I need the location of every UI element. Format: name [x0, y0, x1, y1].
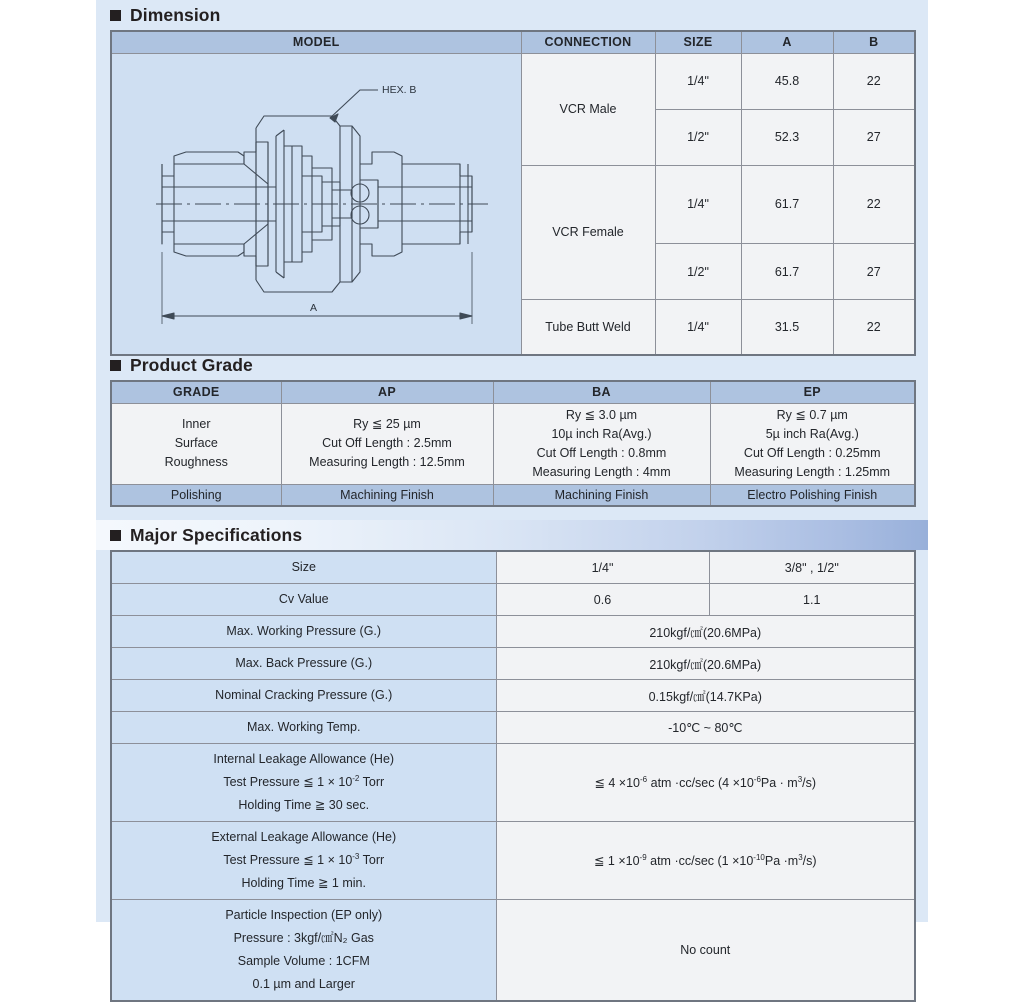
value-lead: ≦ 4 ×10	[594, 776, 641, 790]
cell-size: 1/4ʺ	[655, 300, 741, 355]
col-size: SIZE	[655, 31, 741, 53]
col-model: MODEL	[111, 31, 521, 53]
spec-cv-value-2: 1.1	[709, 584, 915, 616]
cell-finish-ep: Electro Polishing Finish	[710, 484, 915, 506]
cell-ep-spec	[710, 403, 915, 484]
col-a: A	[741, 31, 833, 53]
value-lead: ≦ 1 ×10	[593, 854, 640, 868]
spec-label-max-working-pressure: Max. Working Pressure (G.)	[111, 616, 496, 648]
label-line: External Leakage Allowance (He)	[211, 830, 397, 844]
cell-ba-spec	[493, 403, 710, 484]
exponent: 3	[797, 774, 803, 784]
label-line: Pressure : 3kgf/㎠N₂ Gas	[233, 931, 374, 945]
spec-max-working-temp-value: -10℃ ~ 80℃	[496, 712, 915, 744]
table-row	[111, 648, 915, 680]
major-specifications-table	[110, 550, 916, 1002]
exponent: -2	[352, 773, 360, 783]
spec-label-max-back-pressure: Max. Back Pressure (G.)	[111, 648, 496, 680]
col-b: B	[833, 31, 915, 53]
square-bullet-icon	[110, 530, 121, 541]
table-row	[111, 584, 915, 616]
unit-text: Torr	[359, 853, 385, 867]
col-connection: CONNECTION	[521, 31, 655, 53]
table-row	[111, 680, 915, 712]
spec-size-value-2: 3/8ʺ , 1/2ʺ	[709, 551, 915, 584]
label-text: Test Pressure ≦ 1 × 10	[223, 853, 353, 867]
label-text: Test Pressure ≦ 1 × 10	[223, 775, 353, 789]
col-grade: GRADE	[111, 381, 281, 403]
cell-a: 52.3	[741, 109, 833, 165]
label-line: Internal Leakage Allowance (He)	[213, 752, 395, 766]
cell-finish-grade: Polishing	[111, 484, 281, 506]
label-line	[118, 771, 490, 794]
cell-connection: Tube Butt Weld	[521, 300, 655, 355]
product-grade-heading	[96, 350, 928, 380]
table-row	[111, 616, 915, 648]
label-line: Holding Time ≧ 30 sec.	[238, 798, 370, 812]
section-major-specifications	[96, 520, 928, 1002]
spec-external-leakage-value	[496, 822, 915, 900]
cell-a: 61.7	[741, 244, 833, 300]
spec-nominal-cracking-pressure-value: 0.15kgf/㎠(14.7KPa)	[496, 680, 915, 712]
spec-label-nominal-cracking-pressure: Nominal Cracking Pressure (G.)	[111, 680, 496, 712]
square-bullet-icon	[110, 360, 121, 371]
col-ep: EP	[710, 381, 915, 403]
cell-b: 22	[833, 300, 915, 355]
cell-ap-spec	[281, 403, 493, 484]
dimension-heading	[96, 0, 928, 30]
cell-size: 1/4ʺ	[655, 53, 741, 109]
drawing-label-hex: HEX. B	[382, 83, 417, 96]
cell-b: 22	[833, 165, 915, 244]
spec-line: Measuring Length : 4mm	[532, 464, 671, 479]
col-ap: AP	[281, 381, 493, 403]
spec-line: 5µ inch Ra(Avg.)	[765, 426, 859, 441]
value-mid: atm ·cc/sec (1 ×10	[646, 854, 754, 868]
cell-a: 31.5	[741, 300, 833, 355]
cell-a: 61.7	[741, 165, 833, 244]
table-row	[111, 712, 915, 744]
roughness-line: Inner	[182, 417, 211, 431]
value-mid2: Pa · m	[760, 776, 798, 790]
section-title: Major Specifications	[130, 524, 303, 545]
row-label-roughness	[111, 403, 281, 484]
spec-line: Measuring Length : 12.5mm	[309, 455, 465, 469]
roughness-line: Surface	[174, 436, 218, 450]
cell-finish-ba: Machining Finish	[493, 484, 710, 506]
cell-b: 27	[833, 244, 915, 300]
product-grade-table	[110, 380, 916, 507]
spec-size-value-1: 1/4ʺ	[496, 551, 709, 584]
dimension-table	[110, 30, 916, 356]
grade-table-wrap	[96, 380, 928, 507]
label-line: 0.1 µm and Larger	[252, 977, 355, 991]
spec-line: Ry ≦ 3.0 µm	[565, 407, 638, 422]
section-title: Product Grade	[130, 354, 253, 375]
spec-line: Cut Off Length : 2.5mm	[322, 436, 452, 450]
spec-line: 10µ inch Ra(Avg.)	[551, 426, 652, 441]
value-tail: /s)	[802, 776, 817, 790]
spec-label-cv: Cv Value	[111, 584, 496, 616]
cell-size: 1/2ʺ	[655, 244, 741, 300]
spec-label-size: Size	[111, 551, 496, 584]
spec-label-particle-inspection	[111, 900, 496, 1002]
section-dimension	[96, 0, 928, 356]
label-line: Holding Time ≧ 1 min.	[241, 876, 366, 890]
spec-line: Ry ≦ 0.7 µm	[776, 407, 848, 422]
exponent: -6	[640, 774, 648, 784]
major-specifications-heading	[96, 520, 928, 550]
section-title: Dimension	[130, 4, 221, 25]
spec-line: Cut Off Length : 0.8mm	[536, 445, 667, 460]
drawing-label-a: A	[310, 301, 318, 314]
square-bullet-icon	[110, 10, 121, 21]
cell-finish-ap: Machining Finish	[281, 484, 493, 506]
exponent: 3	[798, 852, 803, 862]
table-row	[111, 53, 915, 109]
exponent: -10	[753, 852, 765, 862]
table-row	[111, 744, 915, 822]
table-row	[111, 822, 915, 900]
dimension-table-wrap	[96, 30, 928, 356]
label-line: Particle Inspection (EP only)	[225, 908, 383, 922]
cell-connection: VCR Male	[521, 53, 655, 165]
cell-size: 1/2ʺ	[655, 109, 741, 165]
valve-cross-section-drawing	[111, 53, 521, 355]
table-row	[111, 551, 915, 584]
spec-line: Measuring Length : 1.25mm	[734, 464, 891, 479]
col-ba: BA	[493, 381, 710, 403]
cell-size: 1/4ʺ	[655, 165, 741, 244]
spec-cv-value-1: 0.6	[496, 584, 709, 616]
value-tail: /s)	[802, 854, 817, 868]
unit-text: Torr	[359, 775, 385, 789]
spec-table-wrap	[96, 550, 928, 1002]
exponent: -6	[753, 774, 761, 784]
spec-particle-inspection-value: No count	[496, 900, 915, 1002]
exponent: -3	[352, 851, 360, 861]
spec-label-internal-leakage	[111, 744, 496, 822]
roughness-line: Roughness	[164, 455, 228, 469]
cell-connection: VCR Female	[521, 165, 655, 300]
label-line	[118, 849, 490, 872]
spec-label-max-working-temp: Max. Working Temp.	[111, 712, 496, 744]
spec-internal-leakage-value	[496, 744, 915, 822]
spec-line: Ry ≦ 25 µm	[353, 417, 421, 431]
table-row-finish	[111, 484, 915, 506]
value-mid2: Pa ·m	[764, 854, 799, 868]
spec-label-external-leakage	[111, 822, 496, 900]
grade-header-row	[111, 381, 915, 403]
table-row	[111, 403, 915, 484]
cell-a: 45.8	[741, 53, 833, 109]
cell-b: 27	[833, 109, 915, 165]
exponent: -9	[639, 852, 647, 862]
spec-max-back-pressure-value: 210kgf/㎠(20.6MPa)	[496, 648, 915, 680]
spec-line: Cut Off Length : 0.25mm	[743, 445, 881, 460]
label-line: Sample Volume : 1CFM	[237, 954, 370, 968]
dimension-header-row	[111, 31, 915, 53]
section-product-grade	[96, 350, 928, 507]
cell-b: 22	[833, 53, 915, 109]
spec-max-working-pressure-value: 210kgf/㎠(20.6MPa)	[496, 616, 915, 648]
value-mid: atm ·cc/sec (4 ×10	[647, 776, 754, 790]
table-row	[111, 900, 915, 1002]
